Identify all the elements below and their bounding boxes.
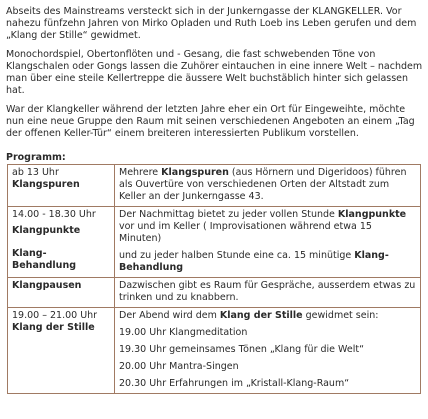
row-name: Klangspuren	[12, 179, 80, 190]
schedule-item: 20.30 Uhr Erfahrungen im „Kristall-Klang-Raum“	[119, 378, 350, 389]
desc-text: gewidmet sein:	[302, 310, 379, 321]
intro-paragraph-3: War der Klangkeller während der letzten Jahre eher ein Ort für Eingeweihte, möchte nun eine neue Gruppe den Raum mit seinen verschiedenen Angeboten an einem „Tag der offenen Keller-Tür“ einem breiteren interessierten Publikum vorstellen.	[6, 104, 415, 139]
desc-block	[119, 310, 416, 322]
description-cell: Dazwischen gibt es Raum für Gespräche, ausserdem etwas zu trinken und zu knabbern.	[115, 278, 421, 308]
time-cell	[8, 165, 115, 207]
description-cell	[115, 308, 421, 394]
time-cell	[8, 207, 115, 278]
row-time: ab 13 Uhr	[12, 167, 59, 178]
table-row	[8, 308, 421, 394]
desc-highlight: Klangspuren	[161, 167, 229, 178]
desc-block	[119, 250, 416, 274]
desc-text: Mehrere	[119, 167, 162, 178]
row-name: Klang-Behandlung	[12, 248, 77, 271]
desc-highlight: Klang-Behandlung	[119, 250, 389, 273]
description-cell	[115, 165, 421, 207]
desc-block	[119, 209, 416, 245]
program-heading: Programm:	[6, 152, 66, 163]
table-row	[8, 165, 421, 207]
desc-text: und zu jeder halben Stunde eine ca. 15 minütige	[119, 250, 355, 261]
schedule-item: 20.00 Uhr Mantra-Singen	[119, 361, 239, 372]
row-time: 19.00 – 21.00 Uhr	[12, 310, 98, 321]
table-row	[8, 278, 421, 308]
row-time: 14.00 - 18.30 Uhr	[12, 209, 96, 220]
intro-paragraph-2: Monochordspiel, Obertonflöten und - Gesang, die fast schwebenden Töne von Klangschalen oder Gongs lassen die Zuhörer eintauchen in eine innere Welt – nachdem man über eine steile Kellertreppe die äussere Welt buchstäblich hinter sich gelassen hat.	[6, 49, 423, 96]
desc-highlight: Klang der Stille	[219, 310, 303, 321]
schedule-item: 19.30 Uhr gemeinsames Tönen „Klang für die Welt“	[119, 344, 365, 355]
desc-highlight: Klangpunkte	[337, 209, 407, 220]
desc-text: Der Nachmittag bietet zu jeder vollen Stunde	[119, 209, 338, 220]
desc-text: (aus Hörnern und Digeridoos) führen als Ouvertüre von verschiedenen Orten der Altstadt zum Keller an der Junkerngasse 43.	[119, 167, 407, 202]
description-cell	[115, 207, 421, 278]
row-name: Klangpunkte	[12, 225, 81, 236]
desc-text: Der Abend wird dem	[119, 310, 220, 321]
desc-text: vor und im Keller ( Improvisationen während etwa 15 Minuten)	[119, 221, 372, 244]
intro-paragraph-1: Abseits des Mainstreams versteckt sich in der Junkerngasse der KLANGKELLER. Vor nahezu fünfzehn Jahren von Mirko Opladen und Ruth Loeb ins Leben gerufen und dem „Klang der Stille“ gewidmet.	[6, 6, 417, 41]
time-cell	[8, 308, 115, 394]
schedule-item: 19.00 Uhr Klangmeditation	[119, 327, 248, 338]
program-table	[7, 164, 421, 394]
row-name: Klangpausen	[12, 280, 82, 291]
row-name: Klang der Stille	[12, 322, 95, 333]
table-row	[8, 207, 421, 278]
time-cell	[8, 278, 115, 308]
